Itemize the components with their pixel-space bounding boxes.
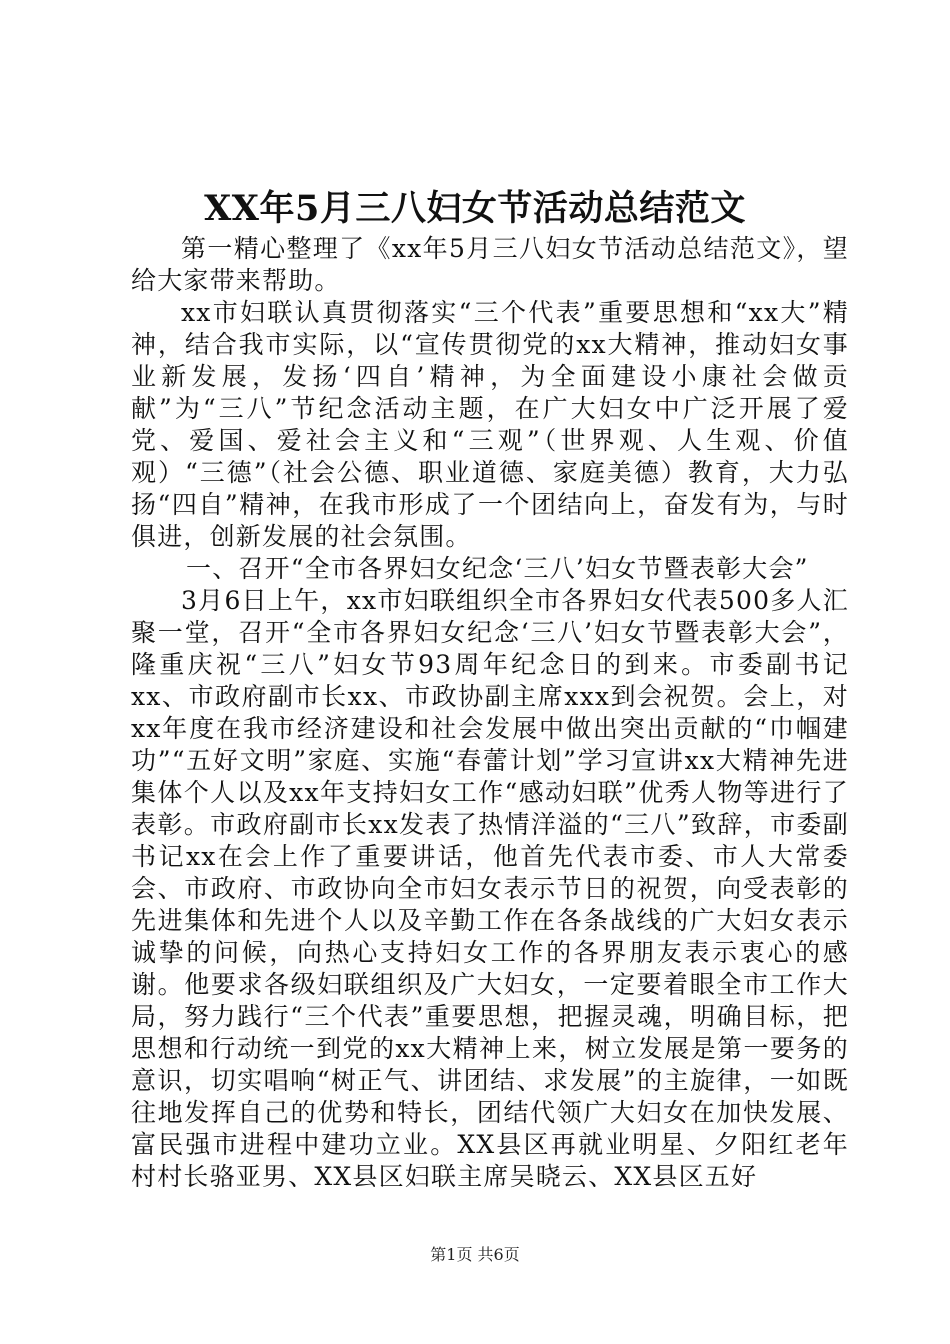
section-heading: 一、召开“全市各界妇女纪念‘三八’妇女节暨表彰大会” bbox=[186, 554, 809, 583]
page-footer: 第1页 共6页 bbox=[430, 1245, 520, 1264]
section-paragraph: 3月6日上午，xx市妇联组织全市各界妇女代表500多人汇聚一堂，召开“全市各界妇女纪念‘三八’妇女节暨表彰大会”，隆重庆祝“三八”妇女节93周年纪念日的到来。市委副书记xx、市政府副市长xx、市政协副主席xxx到会祝贺。会上，对xx年度在我市经济建设和社会发展中做出突出贡献的“巾帼建功”“五好文明”家庭、实施“春蕾计划”学习宣讲xx大精神先进集体个人以及xx年支持妇女工作“感动妇联”优秀人物等进行了表彰。市政府副市长xx发表了热情洋溢的“三八”致辞，市委副书记xx在会上作了重要讲话，他首先代表市委、市人大常委会、市政府、市政协向全市妇女表示节日的祝贺，向受表彰的先进集体和先进个人以及辛勤工作在各条战线的广大妇女表示诚挚的问候，向热心支持妇女工作的各界朋友表示衷心的感谢。他要求各级妇联组织及广大妇女，一定要着眼全市工作大局，努力践行“三个代表”重要思想，把握灵魂，明确目标，把思想和行动统一到党的xx大精神上来，树立发展是第一要务的意识，切实唱响“树正气、讲团结、求发展”的主旋律，一如既往地发挥自己的优势和特长，团结代领广大妇女在加快发展、富民强市进程中建功立业。XX县区再就业明星、夕阳红老年村村长骆亚男、XX县区妇联主席吴晓云、XX县区五好 bbox=[131, 586, 849, 1191]
document-title: XX年5月三八妇女节活动总结范文 bbox=[204, 188, 746, 229]
summary-paragraph: xx市妇联认真贯彻落实“三个代表”重要思想和“xx大”精神，结合我市实际，以“宣传贯彻党的xx大精神，推动妇女事业新发展，发扬‘四自’精神，为全面建设小康社会做贡献”为“三八”节纪念活动主题，在广大妇女中广泛开展了爱党、爱国、爱社会主义和“三观”（世界观、人生观、价值观）“三德”（社会公德、职业道德、家庭美德）教育，大力弘扬“四自”精神，在我市形成了一个团结向上，奋发有为，与时俱进，创新发展的社会氛围。 bbox=[131, 298, 849, 551]
document-body bbox=[131, 233, 849, 1193]
intro-paragraph: 第一精心整理了《xx年5月三八妇女节活动总结范文》，望给大家带来帮助。 bbox=[131, 234, 849, 295]
